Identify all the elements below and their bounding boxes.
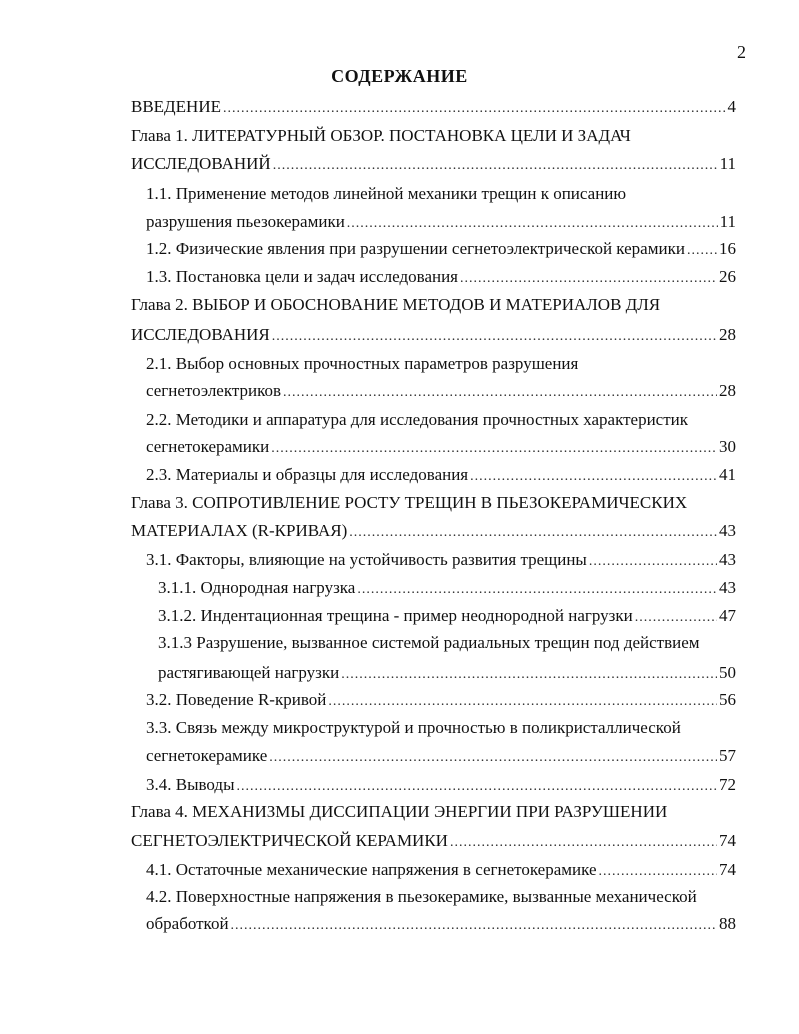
toc-entry-chapter-3	[131, 493, 687, 517]
toc-entry-1-3	[146, 267, 736, 291]
toc-entry-page: 43	[719, 521, 736, 540]
dot-leader	[470, 469, 717, 485]
toc-entry-text: 1.2. Физические явления при разрушении сегнетоэлектрической керамики	[146, 239, 685, 258]
toc-entry-page: 57	[719, 746, 736, 765]
toc-entry-page: 47	[719, 606, 736, 625]
dot-leader	[349, 525, 717, 541]
page-title: СОДЕРЖАНИЕ	[331, 66, 468, 86]
toc-entry-3-1-2	[158, 606, 736, 630]
toc-entry-text: 3.1.1. Однородная нагрузка	[158, 578, 356, 597]
toc-entry-4-1	[146, 860, 736, 884]
toc-entry-chapter-1	[131, 126, 631, 150]
toc-entry-2-3	[146, 465, 736, 489]
toc-entry-text: разрушения пьезокерамики	[146, 212, 345, 231]
toc-entry-text: 1.1. Применение методов линейной механики трещин к описанию	[146, 184, 627, 203]
toc-entry-text: 3.2. Поведение R-кривой	[146, 690, 327, 709]
toc-entry-text: растягивающей нагрузки	[158, 663, 340, 682]
toc-entry-text: 3.3. Связь между микроструктурой и прочностью в поликристаллической	[146, 718, 681, 737]
toc-entry-page: 74	[719, 860, 736, 879]
toc-entry-page: 43	[719, 550, 736, 569]
toc-entry-text: 4.1. Остаточные механические напряжения в сегнетокерамике	[146, 860, 597, 879]
toc-entry-page: 72	[719, 775, 736, 794]
toc-entry-text: обработкой	[146, 914, 229, 933]
toc-entry-1-1	[146, 184, 626, 208]
toc-entry-text: МАТЕРИАЛАХ (R-КРИВАЯ)	[131, 521, 348, 540]
toc-entry-2-1-cont	[146, 381, 736, 405]
toc-entry-text: 3.4. Выводы	[146, 775, 235, 794]
dot-leader	[341, 667, 717, 683]
toc-entry-page: 4	[727, 97, 736, 116]
toc-entry-page: 50	[719, 663, 736, 682]
toc-entry-2-1	[146, 354, 578, 378]
toc-entry-chapter-3-cont	[131, 521, 736, 545]
toc-entry-3-3-cont	[146, 746, 736, 770]
toc-entry-introduction	[131, 97, 736, 121]
toc-entry-3-1	[146, 550, 736, 574]
dot-leader	[687, 243, 717, 259]
toc-entry-4-2	[146, 887, 697, 911]
toc-entry-chapter-2	[131, 295, 660, 319]
toc-entry-text: Глава 2. ВЫБОР И ОБОСНОВАНИЕ МЕТОДОВ И МАТЕРИАЛОВ ДЛЯ	[131, 295, 661, 314]
dot-leader	[635, 610, 717, 626]
toc-entry-3-3	[146, 718, 681, 742]
toc-entry-2-2	[146, 410, 688, 434]
toc-entry-3-4	[146, 775, 736, 799]
toc-entry-text: СЕГНЕТОЭЛЕКТРИЧЕСКОЙ КЕРАМИКИ	[131, 831, 448, 850]
toc-entry-text: Глава 3. СОПРОТИВЛЕНИЕ РОСТУ ТРЕЩИН В ПЬЕЗОКЕРАМИЧЕСКИХ	[131, 493, 688, 512]
toc-entry-page: 30	[719, 437, 736, 456]
toc-entry-1-1-cont	[146, 212, 736, 236]
toc-entry-chapter-4	[131, 802, 667, 826]
toc-entry-3-2	[146, 690, 736, 714]
toc-entry-page: 88	[719, 914, 736, 933]
dot-leader	[273, 158, 718, 174]
toc-entry-page: 56	[719, 690, 736, 709]
toc-entry-text: ВВЕДЕНИЕ	[131, 97, 221, 116]
toc-entry-text: сегнетокерамики	[146, 437, 270, 456]
dot-leader	[589, 554, 717, 570]
page-number: 2	[737, 42, 746, 62]
toc-entry-text: 3.1.2. Индентационная трещина - пример неоднородной нагрузки	[158, 606, 633, 625]
toc-entry-text: 3.1.3 Разрушение, вызванное системой радиальных трещин под действием	[158, 633, 700, 652]
dot-leader	[237, 779, 717, 795]
toc-entry-text: сегнетокерамике	[146, 746, 268, 765]
dot-leader	[460, 271, 717, 287]
dot-leader	[269, 750, 717, 766]
toc-entry-page: 11	[719, 154, 736, 173]
toc-entry-3-1-3	[158, 633, 700, 657]
toc-entry-page: 28	[719, 381, 736, 400]
toc-entry-text: 3.1. Факторы, влияющие на устойчивость развития трещины	[146, 550, 587, 569]
dot-leader	[283, 385, 717, 401]
toc-entry-text: Глава 1. ЛИТЕРАТУРНЫЙ ОБЗОР. ПОСТАНОВКА ЦЕЛИ И ЗАДАЧ	[131, 126, 631, 145]
toc-entry-text: 2.3. Материалы и образцы для исследования	[146, 465, 469, 484]
toc-entry-chapter-2-cont	[131, 325, 736, 349]
dot-leader	[357, 582, 717, 598]
toc-entry-4-2-cont	[146, 914, 736, 938]
toc-entry-page: 26	[719, 267, 736, 286]
toc-entry-page: 43	[719, 578, 736, 597]
toc-entry-page: 16	[719, 239, 736, 258]
dot-leader	[450, 835, 717, 851]
toc-entry-page: 28	[719, 325, 736, 344]
dot-leader	[223, 101, 726, 117]
toc-entry-2-2-cont	[146, 437, 736, 461]
toc-entry-chapter-1-cont	[131, 154, 736, 178]
dot-leader	[272, 329, 717, 345]
toc-entry-page: 11	[719, 212, 736, 231]
toc-entry-3-1-1	[158, 578, 736, 602]
toc-entry-page: 74	[719, 831, 736, 850]
toc-entry-text: 2.1. Выбор основных прочностных параметров разрушения	[146, 354, 579, 373]
toc-entry-text: 2.2. Методики и аппаратура для исследования прочностных характеристик	[146, 410, 689, 429]
dot-leader	[231, 918, 717, 934]
toc-entry-text: 1.3. Постановка цели и задач исследования	[146, 267, 459, 286]
dot-leader	[347, 216, 718, 232]
toc-entry-text: сегнетоэлектриков	[146, 381, 282, 400]
toc-entry-1-2	[146, 239, 736, 263]
toc-entry-text: ИССЛЕДОВАНИЙ	[131, 154, 271, 173]
toc-entry-text: ИССЛЕДОВАНИЯ	[131, 325, 270, 344]
toc-entry-chapter-4-cont	[131, 831, 736, 855]
toc-entry-page: 41	[719, 465, 736, 484]
toc-entry-text: Глава 4. МЕХАНИЗМЫ ДИССИПАЦИИ ЭНЕРГИИ ПРИ РАЗРУШЕНИИ	[131, 802, 668, 821]
dot-leader	[271, 441, 717, 457]
toc-entry-text: 4.2. Поверхностные напряжения в пьезокерамике, вызванные механической	[146, 887, 697, 906]
dot-leader	[328, 694, 717, 710]
toc-entry-3-1-3-cont	[158, 663, 736, 687]
dot-leader	[598, 864, 717, 880]
